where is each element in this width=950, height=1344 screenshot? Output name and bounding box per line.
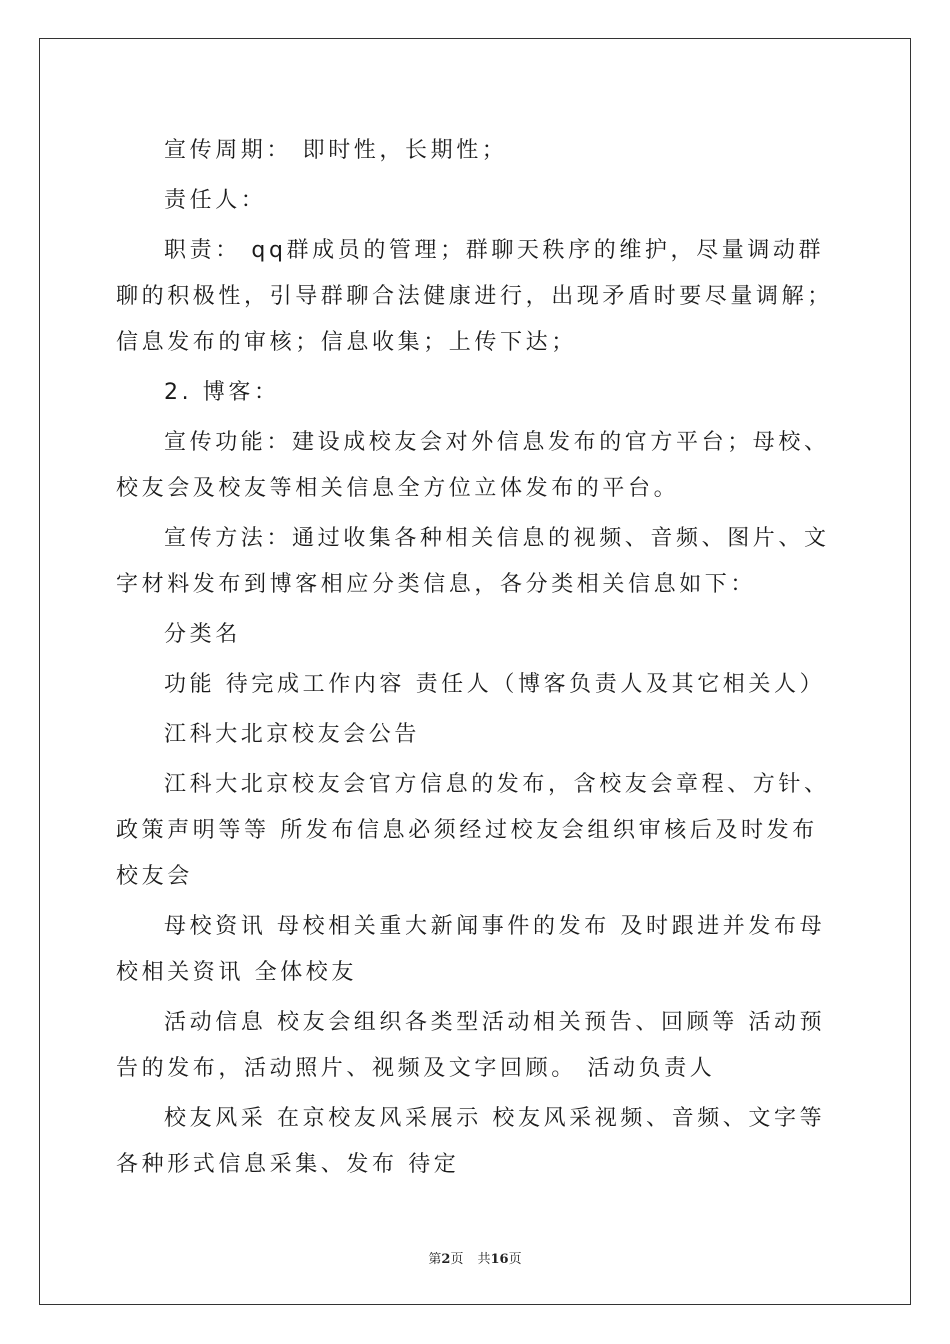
paragraph: 责任人：	[164, 188, 267, 213]
document-body	[116, 128, 836, 1192]
footer-prefix: 第	[428, 1252, 442, 1267]
paragraph: 校友风采 在京校友风采展示 校友风采视频、音频、文字等各种形式信息采集、发布 待定	[116, 1106, 826, 1177]
paragraph: 母校资讯 母校相关重大新闻事件的发布 及时跟进并发布母校相关资讯 全体校友	[116, 914, 826, 985]
paragraph: 分类名	[164, 622, 241, 647]
paragraph: 宣传功能：建设成校友会对外信息发布的官方平台；母校、校友会及校友等相关信息全方位立体发布的平台。	[116, 430, 830, 501]
current-page-number: 2	[441, 1252, 451, 1267]
paragraph: 职责： qq群成员的管理；群聊天秩序的维护，尽量调动群聊的积极性，引导群聊合法健康进行，出现矛盾时要尽量调解；信息发布的审核；信息收集；上传下达；	[116, 238, 833, 355]
paragraph: 宣传周期： 即时性，长期性；	[164, 138, 508, 163]
paragraph: 2. 博客：	[164, 380, 280, 405]
paragraph: 活动信息 校友会组织各类型活动相关预告、回顾等 活动预告的发布，活动照片、视频及文字回顾。 活动负责人	[116, 1010, 826, 1081]
page-footer	[0, 1248, 950, 1267]
footer-page-suffix: 页	[450, 1252, 464, 1267]
paragraph: 江科大北京校友会公告	[164, 722, 421, 747]
paragraph: 功能 待完成工作内容 责任人（博客负责人及其它相关人）	[164, 672, 826, 697]
footer-total-prefix: 共	[477, 1252, 491, 1267]
paragraph: 江科大北京校友会官方信息的发布，含校友会章程、方针、政策声明等等 所发布信息必须经过校友会组织审核后及时发布 校友会	[116, 772, 830, 889]
paragraph: 宣传方法：通过收集各种相关信息的视频、音频、图片、文字材料发布到博客相应分类信息，各分类相关信息如下：	[116, 526, 830, 597]
total-pages-number: 16	[490, 1252, 509, 1267]
footer-total-suffix: 页	[508, 1252, 522, 1267]
